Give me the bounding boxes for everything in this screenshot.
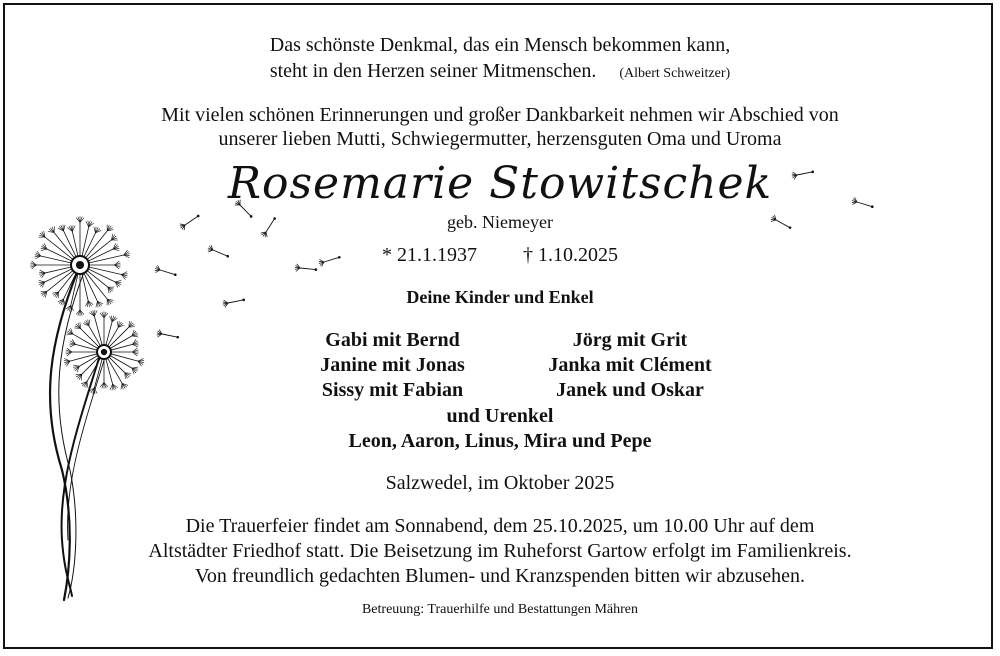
great-grandchildren-names: Leon, Aaron, Linus, Mira und Pepe [348,430,652,452]
intro-line-2: unserer lieben Mutti, Schwiegermutter, herzensguten Oma und Uroma [218,128,782,150]
quote-line-2 [0,60,1000,83]
birth-name: geb. Niemeyer [447,212,553,232]
funeral-line-3: Von freundlich gedachten Blumen- und Kranzspenden bitten wir abzusehen. [195,565,805,587]
family-right-3: Janek und Oskar [556,379,704,401]
deceased-name: Rosemarie Stowitschek [227,158,773,209]
quote-text: steht in den Herzen seiner Mitmenschen. [269,60,597,82]
funeral-line-1: Die Trauerfeier findet am Sonnabend, dem 25.10.2025, um 10.00 Uhr auf dem [185,515,815,537]
quote-author: (Albert Schweitzer) [619,66,731,81]
great-grandchildren-heading: und Urenkel [446,405,554,427]
quote-line-1: Das schönste Denkmal, das ein Mensch bekommen kann, [269,34,731,56]
place-date: Salzwedel, im Oktober 2025 [385,472,615,494]
family-left-1: Gabi mit Bernd [325,329,460,351]
family-right-2: Janka mit Clément [548,354,712,376]
family-right-1: Jörg mit Grit [572,329,688,351]
intro-line-1: Mit vielen schönen Erinnerungen und großer Dankbarkeit nehmen wir Abschied von [161,104,839,126]
funeral-line-2: Altstädter Friedhof statt. Die Beisetzung im Ruheforst Gartow erfolgt im Familienkreis. [148,540,852,562]
death-date: † 1.10.2025 [523,244,618,266]
family-heading: Deine Kinder und Enkel [406,287,594,307]
life-dates [0,244,1000,267]
birth-date: * 21.1.1937 [382,244,477,266]
undertaker-note: Betreuung: Trauerhilfe und Bestattungen Mähren [361,602,639,617]
family-left-3: Sissy mit Fabian [321,379,464,401]
family-left-2: Janine mit Jonas [320,354,465,376]
